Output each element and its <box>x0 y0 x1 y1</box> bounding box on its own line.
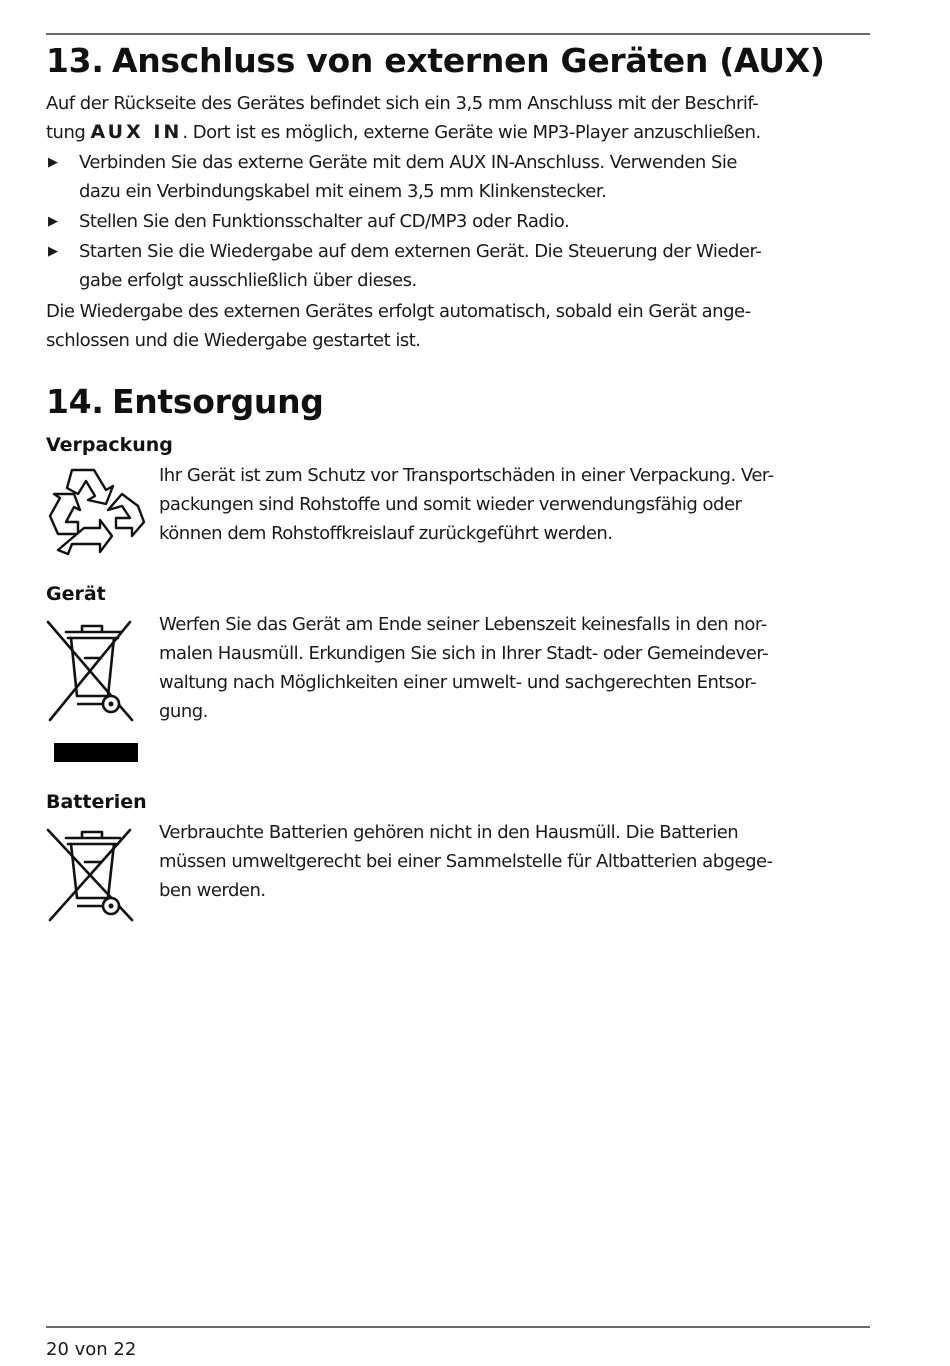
paragraph-line: Auf der Rückseite des Gerätes befindet sich ein 3,5 mm Anschluss mit der Beschrif- <box>46 93 759 114</box>
section-title: Anschluss von externen Geräten (AUX) <box>112 41 825 80</box>
section-13-heading <box>46 41 825 81</box>
paragraph-line: tung AUX IN. Dort ist es möglich, externe Geräte wie MP3-Player anzuschließen. <box>46 121 761 143</box>
black-bar-marker <box>54 743 138 762</box>
top-rule <box>46 33 870 35</box>
bullet-triangle-icon: ▶ <box>48 214 58 229</box>
device-text: Werfen Sie das Gerät am Ende seiner Lebenszeit keinesfalls in den nor- malen Hausmüll. Erkundigen Sie sich in Ihrer Stadt- oder Gemeindever- waltung nach Möglichkeiten einer umwelt- und sachgerechten Entsor- gung. <box>159 614 769 722</box>
section-14-heading <box>46 382 324 422</box>
aux-outro-paragraph: Die Wiedergabe des externen Gerätes erfolgt automatisch, sobald ein Gerät ange- schlossen und die Wiedergabe gestartet ist. <box>46 301 751 351</box>
aux-in-label: AUX IN <box>90 121 183 143</box>
section-number: 14. <box>46 382 104 421</box>
batteries-heading: Batterien <box>46 791 147 813</box>
packaging-heading: Verpackung <box>46 434 173 456</box>
aux-intro-paragraph <box>46 89 868 147</box>
section-title: Entsorgung <box>112 382 324 421</box>
packaging-text: Ihr Gerät ist zum Schutz vor Transportschäden in einer Verpackung. Ver- packungen sind Rohstoffe und somit wieder verwendungsfähig oder können dem Rohstoffkreislauf zurückgeführt werden. <box>159 465 774 544</box>
batteries-text: Verbrauchte Batterien gehören nicht in den Hausmüll. Die Batterien müssen umweltgerecht bei einer Sammelstelle für Altbatterien abgege- ben werden. <box>159 822 773 901</box>
crossed-out-bin-icon <box>44 618 140 726</box>
bullet-triangle-icon: ▶ <box>48 155 58 170</box>
crossed-out-bin-icon <box>44 826 140 924</box>
page-number: 20 von 22 <box>46 1339 137 1360</box>
bullet-triangle-icon: ▶ <box>48 244 58 259</box>
bottom-rule <box>46 1326 870 1328</box>
device-heading: Gerät <box>46 583 106 605</box>
recycling-icon <box>44 464 150 562</box>
section-number: 13. <box>46 41 104 80</box>
